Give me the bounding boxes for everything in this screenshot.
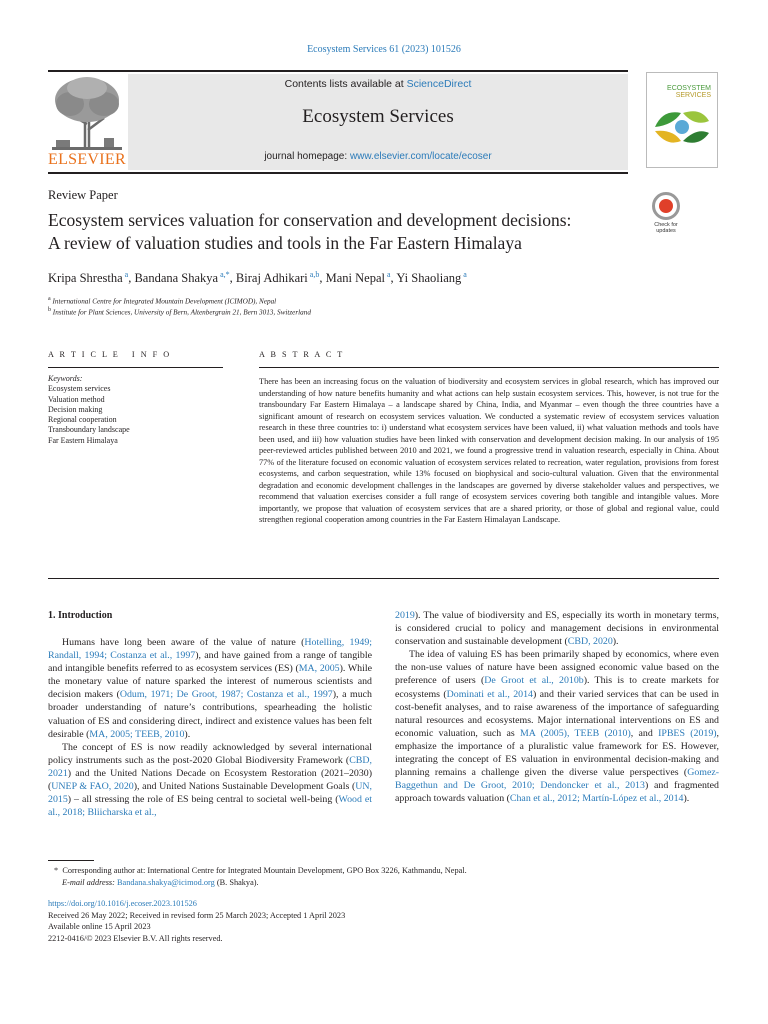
email-link[interactable]: Bandana.shakya@icimod.org xyxy=(117,878,215,887)
author-name[interactable]: Bandana Shakya xyxy=(134,271,219,286)
author-name[interactable]: Kripa Shrestha xyxy=(48,271,123,286)
intro-paragraph-3 xyxy=(395,648,719,805)
citation-link[interactable]: Odum, 1971; De Groot, 1987; Costanza et al., 1997 xyxy=(119,689,333,701)
affiliation-a: $^a$ International Centre for Integrated Mountain Development (ICIMOD), Nepal xyxy=(48,296,277,306)
homepage-label: journal homepage: xyxy=(264,151,350,162)
footnote-rule xyxy=(48,860,94,861)
journal-homepage xyxy=(128,151,628,162)
citation-link[interactable]: Dominati et al., 2014 xyxy=(446,688,533,700)
author-name[interactable]: Yi Shaoliang xyxy=(396,271,462,286)
body-text: ), a much broader understanding of nature’s contributions, spearheading the holistic valuation of ES and considering direct, indirect and existence values has been felt desirable ( xyxy=(48,689,372,740)
body-text: The concept of ES is now readily acknowledged by several international policy instruments such as the post-2020 Global Biodiversity Framework ( xyxy=(48,741,372,766)
keyword-item: Far Eastern Himalaya xyxy=(48,435,118,445)
author-name[interactable]: Mani Nepal xyxy=(325,271,385,286)
cover-title-line1: ECOSYSTEM xyxy=(667,85,711,92)
body-text: ) and fragmented approach towards valuation ( xyxy=(395,780,719,805)
author-list: Kripa Shrestha $^a$, Bandana Shakya $^{a,*}$, Biraj Adhikari $^{a,b}$, Mani Nepal $^a$, Yi Shaoliang $^a$ xyxy=(48,270,467,286)
body-right-column xyxy=(395,609,719,805)
paper-type: Review Paper xyxy=(48,188,118,202)
author-affiliation-marker[interactable]: a xyxy=(461,270,467,279)
citation-link[interactable]: De Groot et al., 2010b xyxy=(484,675,584,687)
author-affiliation-marker[interactable]: a xyxy=(122,270,129,279)
cover-title-line2: SERVICES xyxy=(675,92,711,99)
keywords-block xyxy=(48,374,223,446)
abstract-text: There has been an increasing focus on the valuation of biodiversity and ecosystem services in global research, which has improved our understanding of how nature benefits humanity and what actions can help sustain ecosystem services. This, however, is not true for the transboundary Far Eastern Himalaya – a landscape shared by China, India, and Myanmar – even though the three countries have a significant amount of research on ecosystem services valuation. We conducted a systematic review of ecosystem services valuation research in these three countries to: i) understand what ecosystem services have been valued, ii) what valuation methods and tools have been used, and iii) how valuation studies have been linked with conservation and development decision making. In our analysis of 195 peer-reviewed articles published between 2010 and 2021, we found a progressive trend in valuation research, especially in China. About 77% of the literature focused on economic valuation of ecosystem services related to recreation, water regulation, provisions from forest ecosystems, and carbon sequestration, while 13% focused on biophysical and socio-cultural valuation. Given that the environmental degradation and economic development challenges in the landscapes are governed by diverse stakeholder values and perspectives, we recommend that valuation exercises consider a full range of ecosystem services covering both tangible and intangible values. More importantly, we propose that valuation of ecosystem services that are a shared priority, or those of global and regional value, could strengthen regional cooperation among countries in the Far Eastern Himalayan Landscape. xyxy=(259,377,719,524)
keyword-item: Ecosystem services xyxy=(48,384,111,394)
body-left-column xyxy=(48,636,372,819)
keyword-item: Decision making xyxy=(48,404,103,414)
copyright: 2212-0416/© 2023 Elsevier B.V. All rights reserved. xyxy=(48,933,223,943)
available-online: Available online 15 April 2023 xyxy=(48,922,151,931)
keyword-item: Regional cooperation xyxy=(48,415,117,425)
email-suffix: (B. Shakya). xyxy=(214,878,259,887)
body-text: ). xyxy=(612,636,619,648)
citation-link[interactable]: CBD, 2020 xyxy=(567,636,613,648)
introduction-heading: 1. Introduction xyxy=(48,610,113,621)
body-text: ), and have gained from a range of tangible and intangible benefits referred to as ecosystem services (ES) ( xyxy=(48,650,372,675)
author-name[interactable]: Biraj Adhikari xyxy=(235,271,308,286)
author-affiliation-marker[interactable]: a,* xyxy=(218,270,230,279)
check-updates-label: Check for updates xyxy=(654,222,678,234)
citation-link[interactable]: Wood et al., 2018; Bliicharska et al., xyxy=(48,794,372,819)
intro-paragraph-2 xyxy=(48,741,372,820)
citation-link[interactable]: CBD, 2021 xyxy=(48,754,372,779)
body-text: ) and their varied services that can be used in cost-benefit analyses, and to raise awareness of the importance of safeguarding natural resources and ecosystems. Major international interventions on ES and economic valuation, such as xyxy=(395,688,719,739)
sciencedirect-link[interactable]: ScienceDirect xyxy=(406,78,472,90)
contents-prefix: Contents lists available at xyxy=(284,78,407,90)
body-text: ). xyxy=(184,728,191,740)
body-text: The idea of valuing ES has been primarily shaped by economics, where even the non-use values of nature have been assigned economic value based on the preference of users ( xyxy=(395,649,719,687)
citation-link[interactable]: Hotelling, 1949; Randall, 1994; Costanza et al., 1997 xyxy=(48,637,373,662)
abstract-bottom-rule xyxy=(48,578,719,579)
citation-link[interactable]: 2019 xyxy=(395,610,415,621)
contents-line xyxy=(128,78,628,90)
article-title xyxy=(48,209,648,255)
intro-paragraph-2-continued xyxy=(395,609,719,648)
affiliation-b: $^b$ Institute for Plant Sciences, University of Bern, Altenbergrain 21, Bern 3013, Switzerland xyxy=(48,307,311,317)
article-title-line2: A review of valuation studies and tools in the Far Eastern Himalaya xyxy=(48,233,522,253)
body-text: ). While the monetary value of nature sparked the interest of numerous scientists and decision makers ( xyxy=(48,663,372,701)
received-dates: Received 26 May 2022; Received in revised form 25 March 2023; Accepted 1 April 2023 xyxy=(48,910,346,920)
journal-reference[interactable]: Ecosystem Services 61 (2023) 101526 xyxy=(307,44,461,55)
cover-title xyxy=(653,85,711,99)
body-text: ). xyxy=(683,793,690,805)
elsevier-wordmark: ELSEVIER xyxy=(48,151,126,168)
body-text: ) – all stressing the role of ES being central to societal well-being ( xyxy=(67,794,339,806)
header-bottom-rule xyxy=(48,172,628,174)
abstract-heading: A B S T R A C T xyxy=(259,350,345,359)
article-info-rule xyxy=(48,367,223,368)
header-top-rule xyxy=(48,70,628,72)
journal-cover-thumbnail[interactable] xyxy=(646,72,718,168)
article-title-line1: Ecosystem services valuation for conservation and development decisions: xyxy=(48,210,572,230)
citation-link[interactable]: Gomez-Baggethun and De Groot, 2010; Dendoncker et al., 2013 xyxy=(395,767,719,792)
citation-link[interactable]: Chan et al., 2012; Martín-López et al., 2014 xyxy=(509,793,684,805)
body-text: ). The value of biodiversity and ES, especially its worth in monetary terms, is considered crucial to policy and management decisions in environmental conservation and sustainable development ( xyxy=(395,610,719,648)
doi-link[interactable]: https://doi.org/10.1016/j.ecoser.2023.101526 xyxy=(48,899,197,908)
article-info-heading: A R T I C L E I N F O xyxy=(48,350,172,359)
keywords-label: Keywords: xyxy=(48,374,83,383)
check-for-updates-badge[interactable] xyxy=(646,192,686,234)
cover-leaf-graphic xyxy=(653,107,711,147)
body-text: Humans have long been aware of the value of nature ( xyxy=(62,637,305,648)
citation-link[interactable]: MA (2005), TEEB (2010) xyxy=(520,727,631,739)
citation-link[interactable]: MA, 2005 xyxy=(298,663,340,675)
body-text: , and xyxy=(630,727,659,739)
keyword-item: Transboundary landscape xyxy=(48,425,130,435)
corresponding-text: Corresponding author at: International Centre for Integrated Mountain Development, GPO Box 3226, Kathmandu, Nepal. xyxy=(62,866,467,875)
body-text: ) and the United Nations Decade on Ecosystem Restoration (2021–2030) ( xyxy=(48,767,372,793)
check-updates-icon xyxy=(652,192,680,220)
citation-link[interactable]: UNEP & FAO, 2020 xyxy=(51,781,134,793)
homepage-link[interactable]: www.elsevier.com/locate/ecoser xyxy=(349,151,492,162)
corresponding-author-footnote xyxy=(48,865,728,889)
abstract-top-rule xyxy=(259,367,719,368)
body-text: ). This is to create markets for ecosystems ( xyxy=(395,675,720,700)
body-text: , emphasize the importance of a pluralistic value framework for ES. However, integrating the concept of ES valuation in environmental decision-making and planning remains a challenge given the diverse value perspectives ( xyxy=(395,727,720,779)
intro-paragraph-1 xyxy=(48,636,372,741)
footnote-marker: * xyxy=(54,866,59,875)
citation-link[interactable]: IPBES (2019) xyxy=(658,727,717,739)
author-affiliation-marker[interactable]: a,b xyxy=(307,270,320,279)
citation-link[interactable]: MA, 2005; TEEB, 2010 xyxy=(89,728,185,740)
article-metadata xyxy=(48,898,448,944)
citation-link[interactable]: UN, 2015 xyxy=(48,781,373,806)
journal-title: Ecosystem Services xyxy=(302,106,454,127)
body-text: ), and United Nations Sustainable Development Goals ( xyxy=(133,781,356,793)
keyword-item: Valuation method xyxy=(48,394,105,404)
author-affiliation-marker[interactable]: a xyxy=(384,270,391,279)
email-label: E-mail address: xyxy=(62,878,117,887)
